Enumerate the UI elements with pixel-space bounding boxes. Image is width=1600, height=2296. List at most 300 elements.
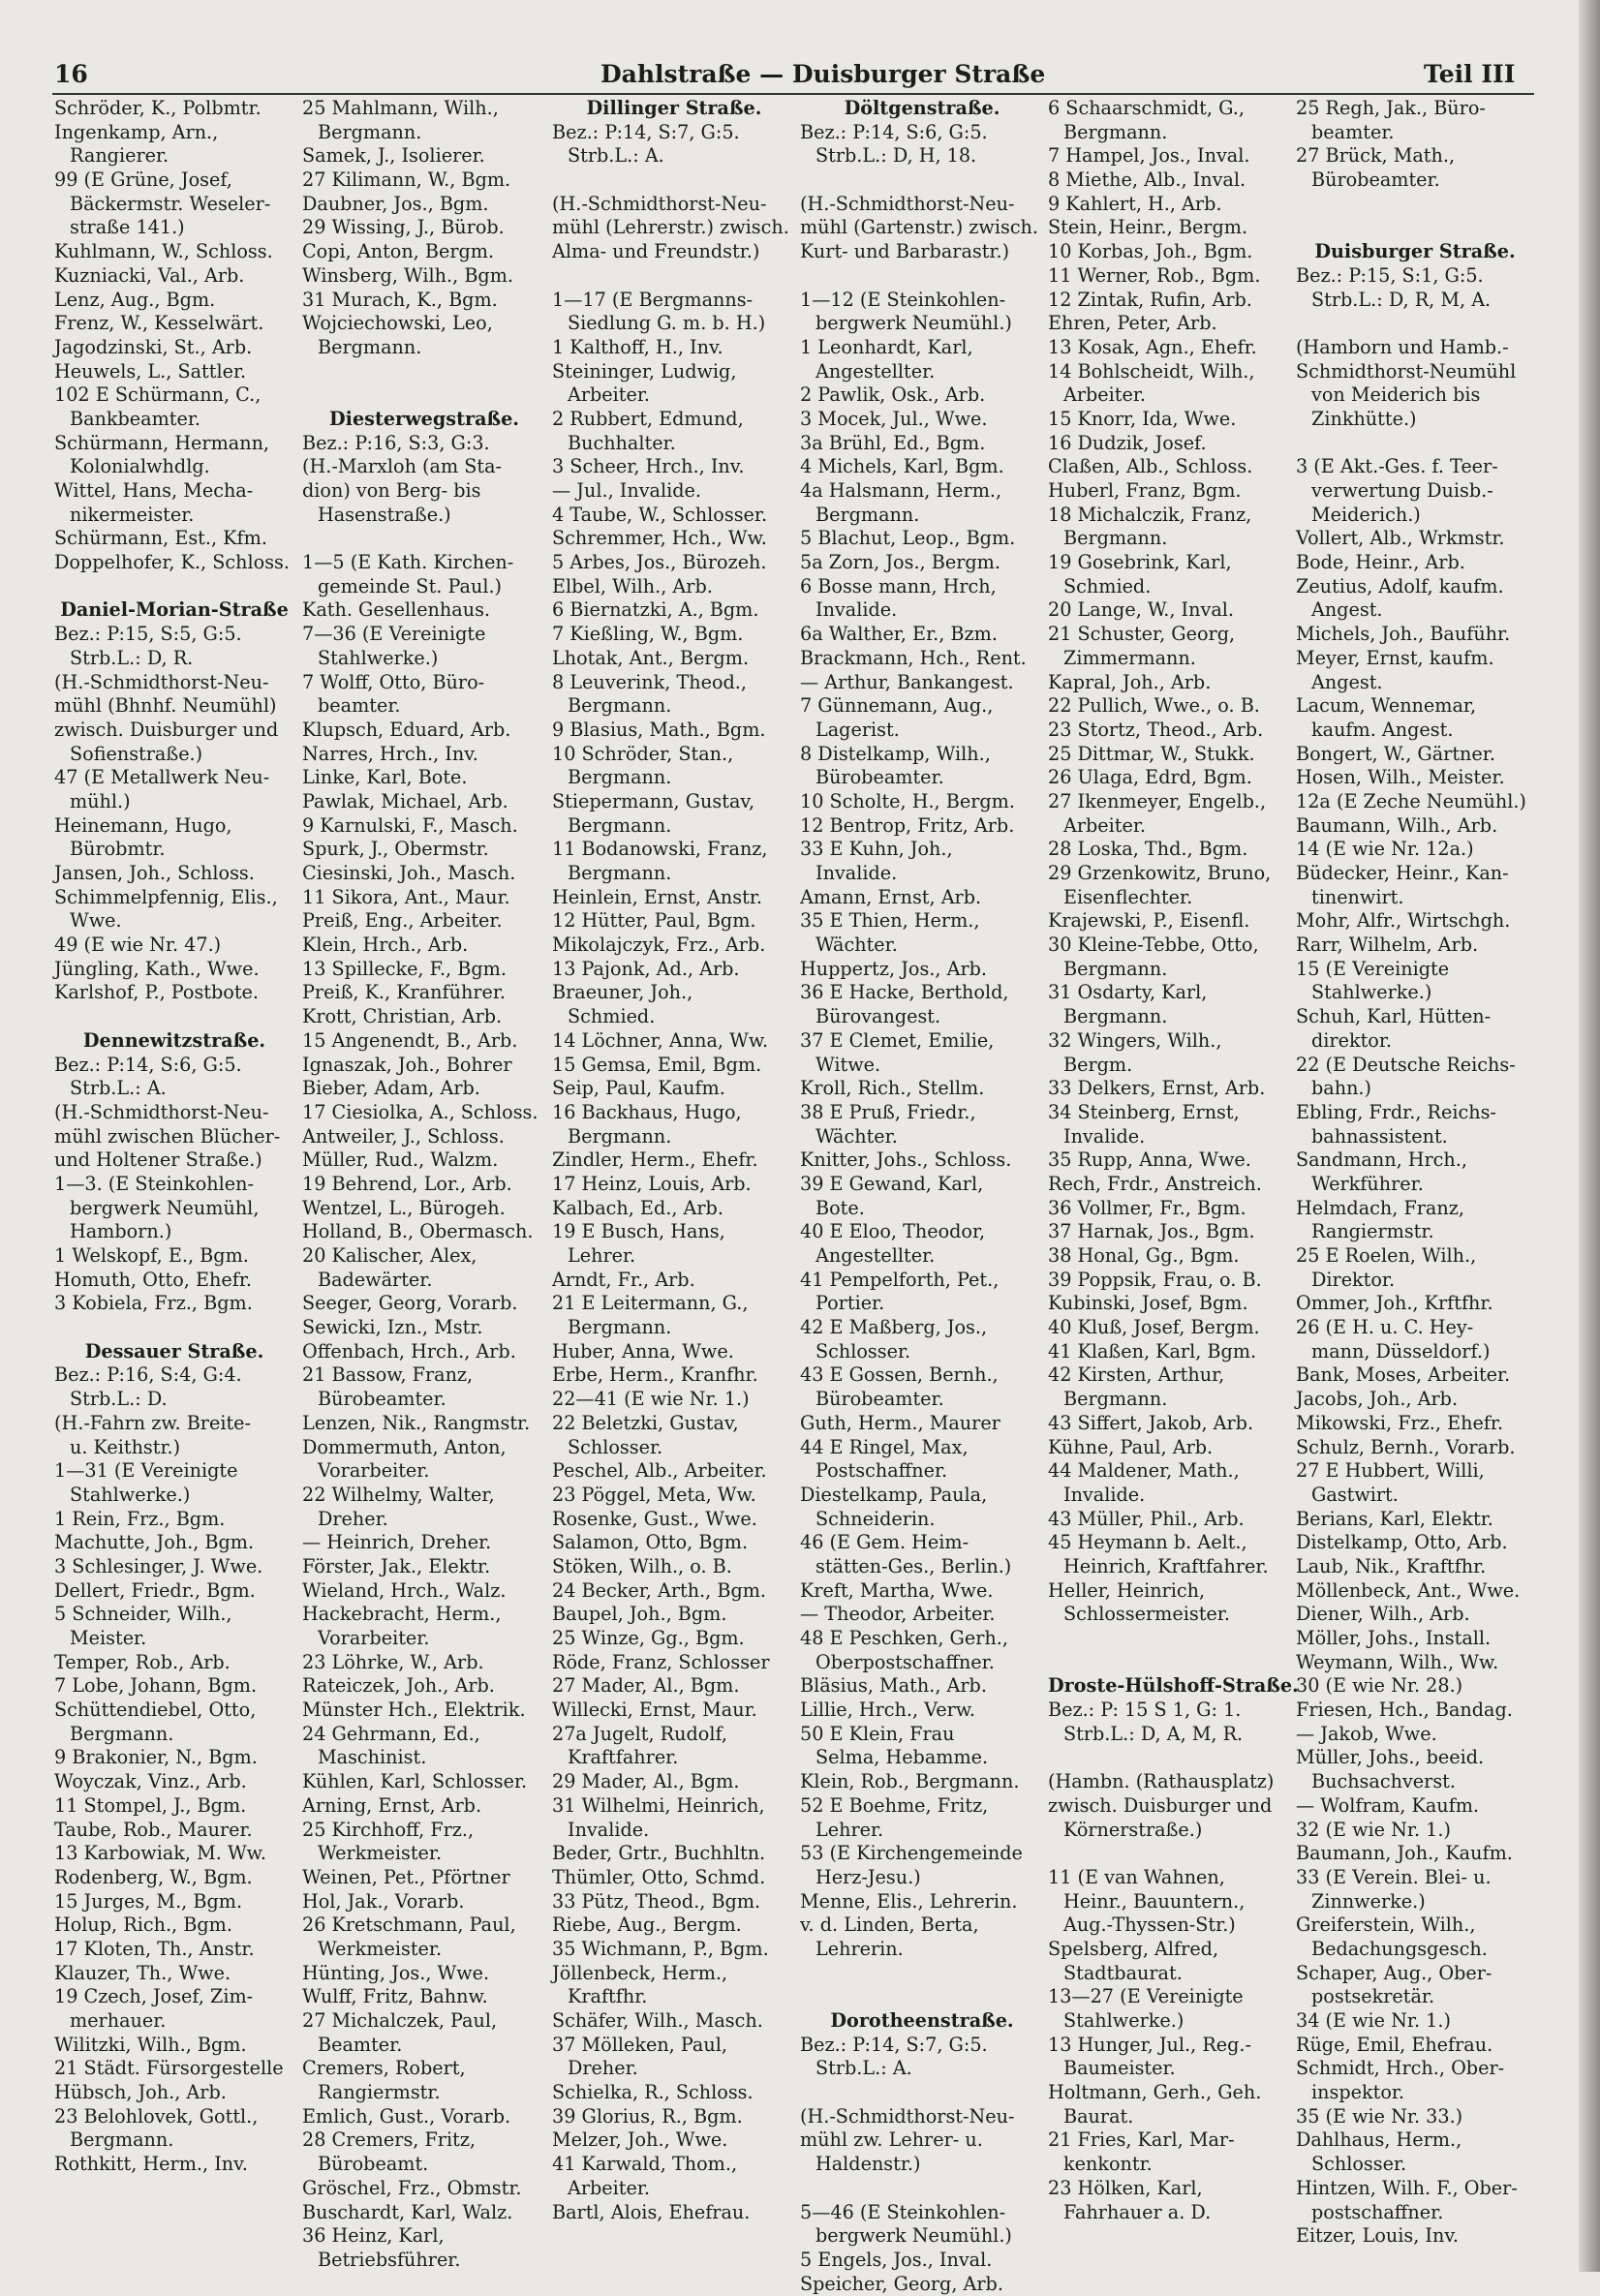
directory-entry: 31 Osdarty, Karl, [1048, 981, 1208, 1004]
directory-entry: 6a Walther, Er., Bzm. [800, 623, 998, 646]
directory-entry: 3 Scheer, Hrch., Inv. [552, 455, 745, 478]
entry-continuation: Aug.-Thyssen-Str.) [1063, 1913, 1236, 1937]
directory-entry: 2 Pawlik, Osk., Arb. [800, 383, 986, 407]
directory-entry: Linke, Karl, Bote. [302, 766, 468, 789]
directory-entry: Doppelhofer, K., Schloss. [54, 551, 290, 574]
entry-continuation: kenkontr. [1063, 2153, 1153, 2176]
entry-continuation: Arbeiter. [1063, 813, 1147, 837]
directory-entry: 1—5 (E Kath. Kirchen- [302, 551, 514, 574]
directory-entry: 36 E Hacke, Berthold, [800, 981, 1009, 1004]
entry-continuation: straße 141.) [70, 216, 185, 239]
directory-entry: Heinemann, Hugo, [54, 813, 232, 837]
entry-continuation: Angest. [1311, 598, 1383, 622]
directory-entry: 5 Blachut, Leop., Bgm. [800, 527, 1016, 550]
directory-entry: 11 Sikora, Ant., Maur. [302, 885, 510, 908]
entry-continuation: Vorarbeiter. [318, 1627, 430, 1649]
entry-continuation: Bergmann. [815, 503, 920, 526]
directory-entry: Bank, Moses, Arbeiter. [1296, 1363, 1511, 1387]
entry-continuation: Bürobmtr. [70, 838, 166, 861]
directory-entry: 40 Kluß, Josef, Bergm. [1048, 1316, 1260, 1339]
directory-entry: und Holtener Straße.) [54, 1148, 262, 1172]
entry-continuation: Bergmann. [568, 1124, 672, 1148]
entry-continuation: Schlossermeister. [1063, 1603, 1230, 1626]
directory-entry: 39 Glorius, R., Bgm. [552, 2104, 743, 2128]
entry-continuation: tinenwirt. [1311, 885, 1404, 908]
directory-entry: 9 Brakonier, N., Bgm. [54, 1746, 258, 1769]
directory-entry: 23 Pöggel, Meta, Ww. [552, 1483, 756, 1506]
entry-continuation: Zimmermann. [1063, 646, 1196, 669]
directory-entry: Rosenke, Gust., Wwe. [552, 1507, 757, 1530]
directory-entry: Zindler, Herm., Ehefr. [552, 1148, 758, 1172]
directory-entry: 8 Leuverink, Theod., [552, 670, 747, 693]
entry-continuation: bergwerk Neumühl, [70, 1196, 260, 1219]
directory-entry: 17 Kloten, Th., Anstr. [54, 1937, 255, 1960]
directory-entry: mühl (Bhnhf. Neumühl) [54, 694, 277, 718]
directory-entry: Arndt, Fr., Arb. [552, 1268, 695, 1291]
directory-entry: (H.-Schmidthorst-Neu- [800, 192, 1015, 215]
directory-entry: 19 E Busch, Hans, [552, 1220, 725, 1243]
directory-entry: 44 E Ringel, Max, [800, 1435, 969, 1458]
directory-entry: 7 Hampel, Jos., Inval. [1048, 144, 1250, 168]
directory-entry: 34 Steinberg, Ernst, [1048, 1100, 1240, 1123]
entry-continuation: Bergmann. [568, 766, 672, 789]
directory-entry: 1 Rein, Frz., Bgm. [54, 1507, 226, 1530]
entry-continuation: Bürovangest. [815, 1005, 941, 1028]
directory-entry: Preiß, K., Kranführer. [302, 981, 507, 1004]
directory-entry: Eitzer, Louis, Inv. [1296, 2224, 1460, 2248]
directory-entry: Wojciechowski, Leo, [302, 312, 493, 335]
directory-entry: Taube, Rob., Maurer. [54, 1818, 253, 1841]
directory-entry: 37 Mölleken, Paul, [552, 2033, 727, 2056]
entry-continuation: Stahlwerke.) [70, 1483, 191, 1506]
entry-continuation: Werkmeister. [318, 1842, 443, 1865]
directory-entry: 11 Stompel, J., Bgm. [54, 1793, 247, 1817]
directory-entry: Schmidt, Hrch., Ober- [1296, 2057, 1505, 2080]
entry-continuation: Bergmann. [568, 694, 672, 718]
directory-entry: Schulz, Bernh., Vorarb. [1296, 1435, 1516, 1458]
directory-entry: Müller, Johs., beeid. [1296, 1746, 1485, 1769]
directory-entry: Bez.: P:15, S:1, G:5. [1296, 263, 1484, 287]
entry-continuation: Kraftfhr. [568, 1985, 648, 2008]
directory-entry: Kapral, Joh., Arb. [1048, 670, 1212, 693]
entry-continuation: Bergm. [1063, 1053, 1133, 1076]
directory-entry: 13 Pajonk, Ad., Arb. [552, 957, 740, 980]
spacer [302, 360, 546, 384]
directory-entry: Preiß, Eng., Arbeiter. [302, 909, 503, 933]
entry-continuation: beamter. [1311, 120, 1395, 143]
directory-entry: 11 (E van Wahnen, [1048, 1865, 1225, 1888]
spacer [800, 1985, 1044, 2009]
entry-continuation: Gastwirt. [1311, 1483, 1399, 1506]
directory-entry: Bläsius, Math., Arb. [800, 1674, 987, 1698]
directory-entry: 26 Ulaga, Edrd, Bgm. [1048, 766, 1252, 789]
column-2 [302, 97, 546, 2273]
volume-part: Teil III [1424, 60, 1516, 88]
entry-continuation: Bergmann. [1063, 120, 1168, 143]
directory-entry: 29 Grzenkowitz, Bruno, [1048, 862, 1272, 884]
entry-continuation: Körnerstraße.) [1063, 1818, 1203, 1841]
directory-entry: 33 (E Verein. Blei- u. [1296, 1865, 1492, 1888]
directory-entry: Schröder, K., Polbmtr. [54, 97, 262, 119]
directory-entry: 21 Städt. Fürsorgestelle [54, 2057, 284, 2080]
directory-entry: Klein, Rob., Bergmann. [800, 1770, 1020, 1793]
directory-entry: Röde, Franz, Schlosser [552, 1650, 770, 1673]
directory-entry: mühl zw. Lehrer- u. [800, 2128, 983, 2152]
directory-entry: Bode, Heinr., Arb. [1296, 551, 1465, 574]
directory-entry: Lenz, Aug., Bgm. [54, 288, 216, 311]
spacer [54, 1005, 294, 1029]
directory-entry: 102 E Schürmann, C., [54, 383, 262, 407]
directory-entry: Hintzen, Wilh. F., Ober- [1296, 2176, 1518, 2199]
entry-continuation: Wächter. [815, 934, 898, 957]
street-heading: Droste-Hülshoff-Straße. [1048, 1674, 1299, 1698]
street-heading: Dessauer Straße. [84, 1339, 264, 1362]
entry-continuation: Haldenstr.) [815, 2153, 921, 2176]
entry-continuation: Lehrer. [815, 1818, 884, 1841]
directory-entry: Knitter, Johs., Schloss. [800, 1148, 1012, 1172]
directory-entry: 21 Fries, Karl, Mar- [1048, 2128, 1235, 2152]
directory-entry: Offenbach, Hrch., Arb. [302, 1339, 516, 1362]
directory-entry: 22 Wilhelmy, Walter, [302, 1483, 495, 1506]
directory-entry: 27 Michalczek, Paul, [302, 2009, 498, 2032]
directory-entry: Bez.: P:16, S:3, G:3. [302, 431, 490, 454]
directory-entry: Ingenkamp, Arn., [54, 120, 219, 143]
entry-continuation: Arbeiter. [568, 2176, 651, 2199]
directory-entry: Laub, Nik., Kraftfhr. [1296, 1554, 1487, 1577]
directory-entry: 12 Zintak, Rufin, Arb. [1048, 288, 1252, 311]
directory-entry: 9 Kahlert, H., Arb. [1048, 192, 1222, 215]
entry-continuation: Bergmann. [70, 1722, 174, 1745]
directory-entry: 36 Vollmer, Fr., Bgm. [1048, 1196, 1246, 1219]
directory-entry: 25 Winze, Gg., Bgm. [552, 1627, 745, 1649]
entry-continuation: Invalide. [568, 1818, 650, 1841]
entry-continuation: Siedlung G. m. b. H.) [568, 312, 766, 335]
directory-entry: Sewicki, Izn., Mstr. [302, 1316, 483, 1339]
entry-continuation: Bergmann. [70, 2128, 174, 2152]
directory-entry: 16 Dudzik, Josef. [1048, 431, 1207, 454]
directory-entry: Emlich, Gust., Vorarb. [302, 2104, 511, 2128]
directory-entry: 41 Karwald, Thom., [552, 2153, 738, 2176]
entry-continuation: Wwe. [70, 909, 122, 933]
spacer [800, 2177, 1044, 2201]
directory-entry: Hünting, Jos., Wwe. [302, 1961, 490, 1984]
column-3 [552, 97, 796, 2224]
directory-entry: 33 Pütz, Theod., Bgm. [552, 1889, 761, 1913]
entry-continuation: Wächter. [815, 1124, 898, 1148]
directory-entry: 27 E Hubbert, Willi, [1296, 1459, 1485, 1483]
entry-continuation: Schmied. [1063, 574, 1152, 597]
directory-entry: 22 Pullich, Wwe., o. B. [1048, 694, 1260, 718]
directory-entry: 1 Welskopf, E., Bgm. [54, 1244, 249, 1267]
directory-entry: Baumann, Joh., Kaufm. [1296, 1842, 1513, 1865]
directory-entry: Lenzen, Nik., Rangmstr. [302, 1411, 531, 1434]
directory-entry: Rüge, Emil, Ehefrau. [1296, 2033, 1493, 2056]
directory-entry: Bez.: P:15, S:5, G:5. [54, 623, 242, 646]
directory-entry: 13 Karbowiak, M. Ww. [54, 1842, 266, 1865]
directory-entry: 36 Heinz, Karl, [302, 2224, 445, 2248]
directory-entry: 13 Kosak, Agn., Ehefr. [1048, 335, 1257, 358]
directory-entry: Heuwels, L., Sattler. [54, 359, 247, 383]
directory-entry: 33 Delkers, Ernst, Arb. [1048, 1077, 1266, 1100]
directory-entry: mühl zwischen Blücher- [54, 1124, 281, 1148]
entry-continuation: Bergmann. [1063, 1005, 1168, 1028]
directory-entry: Ebling, Frdr., Reichs- [1296, 1100, 1496, 1123]
directory-entry: Winsberg, Wilh., Bgm. [302, 263, 514, 287]
directory-entry: 15 Angenendt, B., Arb. [302, 1028, 518, 1052]
directory-entry: Schüttendiebel, Otto, [54, 1699, 257, 1722]
directory-entry: 42 E Maßberg, Jos., [800, 1316, 988, 1339]
directory-entry: Woyczak, Vinz., Arb. [54, 1770, 247, 1793]
entry-continuation: Schlosser. [1311, 2153, 1407, 2176]
entry-continuation: Strb.L.: D, H, 18. [815, 144, 977, 168]
directory-entry: Holland, B., Obermasch. [302, 1220, 534, 1243]
directory-entry: Kroll, Rich., Stellm. [800, 1077, 985, 1100]
entry-continuation: bahn.) [1311, 1077, 1372, 1100]
directory-entry: Möller, Johs., Install. [1296, 1627, 1492, 1649]
directory-entry: 35 E Thien, Herm., [800, 909, 980, 933]
directory-entry: 25 Dittmar, W., Stukk. [1048, 742, 1255, 765]
directory-entry: Vollert, Alb., Wrkmstr. [1296, 527, 1505, 550]
directory-entry: 38 E Pruß, Friedr., [800, 1100, 976, 1123]
directory-entry: Spelsberg, Alfred, [1048, 1937, 1219, 1960]
spacer [302, 527, 546, 551]
directory-entry: Alma- und Freundstr.) [552, 240, 760, 263]
directory-entry: Weinen, Pet., Pförtner [302, 1865, 510, 1888]
directory-entry: Schürmann, Hermann, [54, 431, 270, 454]
spacer [54, 1316, 294, 1340]
entry-continuation: Strb.L.: D, R, M, A. [1311, 288, 1492, 311]
street-heading: Döltgenstraße. [844, 97, 1000, 119]
directory-entry: 14 Löchner, Anna, Ww. [552, 1028, 769, 1052]
directory-entry: 39 E Gewand, Karl, [800, 1172, 984, 1195]
entry-continuation: Invalide. [815, 862, 898, 884]
directory-entry: Willecki, Ernst, Maur. [552, 1699, 757, 1722]
directory-entry: Lacum, Wennemar, [1296, 694, 1477, 718]
directory-entry: 10 Schröder, Stan., [552, 742, 734, 765]
directory-entry: Schäfer, Wilh., Masch. [552, 2009, 763, 2032]
directory-entry: 7 Kießling, W., Bgm. [552, 623, 744, 646]
directory-entry: Claßen, Alb., Schloss. [1048, 455, 1253, 478]
entry-continuation: Strb.L.: D, R. [70, 646, 194, 669]
directory-entry: Distelkamp, Otto, Arb. [1296, 1531, 1508, 1554]
directory-entry: 15 (E Vereinigte [1296, 957, 1450, 980]
entry-continuation: Selma, Hebamme. [815, 1746, 989, 1769]
entry-continuation: Angest. [1311, 670, 1383, 693]
directory-entry: Bez.: P:14, S:6, G:5. [800, 120, 988, 143]
entry-continuation: Hasenstraße.) [318, 503, 451, 526]
directory-entry: Dellert, Friedr., Bgm. [54, 1578, 256, 1602]
directory-entry: 12 Bentrop, Fritz, Arb. [800, 813, 1015, 837]
spacer [552, 264, 796, 289]
directory-entry: 8 Distelkamp, Wilh., [800, 742, 991, 765]
directory-entry: 32 (E wie Nr. 1.) [1296, 1818, 1451, 1841]
directory-entry: 15 Knorr, Ida, Wwe. [1048, 407, 1237, 430]
entry-continuation: Bürobeamt. [318, 2153, 429, 2176]
entry-continuation: Lehrer. [568, 1244, 636, 1267]
directory-entry: 50 E Klein, Frau [800, 1722, 955, 1745]
directory-entry: 52 E Boehme, Fritz, [800, 1793, 989, 1817]
directory-entry: Krott, Christian, Arb. [302, 1005, 503, 1028]
directory-entry: 21 Bassow, Franz, [302, 1363, 474, 1387]
directory-entry: Kühlen, Karl, Schlosser. [302, 1770, 528, 1793]
directory-entry: Greiferstein, Wilh., [1296, 1913, 1476, 1937]
directory-entry: 30 Kleine-Tebbe, Otto, [1048, 934, 1259, 957]
directory-entry: 3 (E Akt.-Ges. f. Teer- [1296, 455, 1498, 478]
entry-continuation: direktor. [1311, 1028, 1392, 1052]
directory-entry: 27 Brück, Math., [1296, 144, 1456, 168]
directory-entry: Kühne, Paul, Arb. [1048, 1435, 1214, 1458]
directory-entry: Heller, Heinrich, [1048, 1578, 1206, 1602]
directory-entry: 4 Michels, Karl, Bgm. [800, 455, 1004, 478]
entry-continuation: Schlosser. [568, 1435, 663, 1458]
directory-entry: 28 Loska, Thd., Bgm. [1048, 838, 1248, 861]
entry-continuation: Herz-Jesu.) [815, 1865, 921, 1888]
directory-entry: Rothkitt, Herm., Inv. [54, 2153, 248, 2176]
directory-entry: Huberl, Franz, Bgm. [1048, 479, 1242, 502]
entry-continuation: Meiderich.) [1311, 503, 1421, 526]
directory-entry: 2 Rubbert, Edmund, [552, 407, 744, 430]
entry-continuation: von Meiderich bis [1311, 383, 1481, 407]
directory-entry: — Heinrich, Dreher. [302, 1531, 492, 1554]
directory-entry: 37 Harnak, Jos., Bgm. [1048, 1220, 1255, 1243]
directory-entry: Schürmann, Est., Kfm. [54, 527, 267, 550]
directory-entry: 33 E Kuhn, Joh., [800, 838, 953, 861]
directory-entry: 23 Stortz, Theod., Arb. [1048, 718, 1264, 741]
directory-entry: — Jul., Invalide. [552, 479, 701, 502]
entry-continuation: Betriebsführer. [318, 2248, 461, 2271]
directory-entry: 12a (E Zeche Neumühl.) [1296, 789, 1526, 812]
entry-continuation: mann, Düsseldorf.) [1311, 1339, 1491, 1362]
directory-entry: 46 (E Gem. Heim- [800, 1531, 969, 1554]
spacer [1296, 193, 1534, 217]
directory-entry: Dommermuth, Anton, [302, 1435, 507, 1458]
directory-entry: Bez.: P: 15 S 1, G: 1. [1048, 1699, 1242, 1722]
entry-continuation: Strb.L.: A. [568, 144, 664, 168]
entry-continuation: Beamter. [318, 2033, 403, 2056]
directory-entry: 25 Mahlmann, Wilh., [302, 97, 499, 119]
directory-entry: Hackebracht, Herm., [302, 1603, 502, 1626]
directory-entry: dion) von Berg- bis [302, 479, 481, 502]
directory-entry: 13—27 (E Vereinigte [1048, 1985, 1244, 2008]
directory-entry: Stein, Heinr., Bergm. [1048, 216, 1248, 239]
spacer [1296, 216, 1534, 240]
directory-entry: 7—36 (E Vereinigte [302, 623, 486, 646]
entry-continuation: Buchsachverst. [1311, 1770, 1456, 1793]
spacer [800, 264, 1044, 289]
directory-entry: 47 (E Metallwerk Neu- [54, 766, 270, 789]
directory-entry: 14 Bohlscheidt, Wilh., [1048, 359, 1255, 383]
column-6 [1296, 97, 1534, 2249]
directory-entry: 1—17 (E Bergmanns- [552, 288, 754, 311]
entry-continuation: postschaffner. [1311, 2200, 1444, 2223]
directory-entry: 7 Günnemann, Aug., [800, 694, 994, 718]
directory-entry: Münster Hch., Elektrik. [302, 1699, 526, 1722]
directory-entry: 31 Murach, K., Bgm. [302, 288, 498, 311]
directory-entry: 3 Mocek, Jul., Wwe. [800, 407, 988, 430]
directory-entry: Schaper, Aug., Ober- [1296, 1961, 1492, 1984]
entry-continuation: Angestellter. [815, 1244, 936, 1267]
entry-continuation: Bankbeamter. [70, 407, 201, 430]
entry-continuation: Heinr., Bauuntern., [1063, 1889, 1246, 1913]
directory-entry: 21 E Leitermann, G., [552, 1292, 749, 1315]
entry-continuation: postsekretär. [1311, 1985, 1435, 2008]
entry-continuation: Invalide. [1063, 1124, 1146, 1148]
directory-entry: Huppertz, Jos., Arb. [800, 957, 987, 980]
directory-entry: Kubinski, Josef, Bgm. [1048, 1292, 1248, 1315]
directory-entry: Lillie, Hrch., Verw. [800, 1699, 976, 1722]
directory-entry: 3 Kobiela, Frz., Bgm. [54, 1292, 253, 1315]
entry-continuation: kaufm. Angest. [1311, 718, 1454, 741]
entry-continuation: Bürobeamter. [815, 766, 944, 789]
entry-continuation: Heinrich, Kraftfahrer. [1063, 1554, 1269, 1577]
directory-entry: 45 Heymann b. Aelt., [1048, 1531, 1247, 1554]
directory-entry: Jansen, Joh., Schloss. [54, 862, 255, 884]
entry-continuation: Stadtbaurat. [1063, 1961, 1183, 1984]
directory-entry: Karlshof, P., Postbote. [54, 981, 260, 1004]
directory-entry: Ommer, Joh., Krftfhr. [1296, 1292, 1493, 1315]
column-4 [800, 97, 1044, 2296]
entry-continuation: bahnassistent. [1311, 1124, 1448, 1148]
directory-entry: mühl (Gartenstr.) zwisch. [800, 216, 1039, 239]
directory-entry: Jöllenbeck, Herm., [552, 1961, 728, 1984]
directory-entry: Guth, Herm., Maurer [800, 1411, 1000, 1434]
directory-entry: 10 Korbas, Joh., Bgm. [1048, 240, 1253, 263]
directory-entry: 17 Ciesiolka, A., Schloss. [302, 1100, 538, 1123]
directory-entry: Wulff, Fritz, Bahnw. [302, 1985, 488, 2008]
directory-entry: 27 Ikenmeyer, Engelb., [1048, 789, 1267, 812]
directory-entry: 11 Werner, Rob., Bgm. [1048, 263, 1261, 287]
directory-entry: Bieber, Adam, Arb. [302, 1077, 480, 1100]
street-heading: Dennewitzstraße. [82, 1028, 266, 1052]
entry-continuation: Bäckermstr. Weseler- [70, 192, 271, 215]
directory-entry: Förster, Jak., Elektr. [302, 1554, 491, 1577]
directory-entry: 1 Kalthoff, H., Inv. [552, 335, 723, 358]
directory-entry: Seip, Paul, Kaufm. [552, 1077, 725, 1100]
entry-continuation: Bergmann. [318, 335, 422, 358]
directory-entry: Kuzniacki, Val., Arb. [54, 263, 245, 287]
directory-entry: Zeutius, Adolf, kaufm. [1296, 574, 1504, 597]
directory-entry: Riebe, Aug., Bergm. [552, 1913, 742, 1937]
directory-entry: Bez.: P:14, S:7, G:5. [552, 120, 740, 143]
directory-entry: (Hamborn und Hamb.- [1296, 335, 1509, 358]
entry-continuation: Portier. [815, 1292, 885, 1315]
directory-entry: (H.-Marxloh (am Sta- [302, 455, 503, 478]
entry-continuation: stätten-Ges., Berlin.) [815, 1554, 1012, 1577]
directory-entry: 43 Müller, Phil., Arb. [1048, 1507, 1245, 1530]
directory-entry: Pawlak, Michael, Arb. [302, 789, 508, 812]
street-heading: Dorotheenstraße. [830, 2009, 1014, 2032]
directory-entry: mühl (Lehrerstr.) zwisch. [552, 216, 789, 239]
directory-entry: Schmidthorst-Neumühl [1296, 359, 1517, 383]
directory-entry: Cremers, Robert, [302, 2057, 466, 2080]
directory-entry: Kuhlmann, W., Schloss. [54, 240, 273, 263]
entry-continuation: Bote. [815, 1196, 865, 1219]
spacer [302, 383, 546, 408]
directory-entry: Mikolajczyk, Frz., Arb. [552, 934, 766, 957]
directory-entry: Elbel, Wilh., Arb. [552, 574, 713, 597]
directory-entry: Wittel, Hans, Mecha- [54, 479, 254, 502]
entry-continuation: Direktor. [1311, 1268, 1396, 1291]
directory-entry: 19 Behrend, Lor., Arb. [302, 1172, 512, 1195]
entry-continuation: Strb.L.: A. [815, 2057, 912, 2080]
directory-entry: Wentzel, L., Bürogeh. [302, 1196, 506, 1219]
directory-entry: 7 Wolff, Otto, Büro- [302, 670, 485, 693]
entry-continuation: Schlosser. [815, 1339, 911, 1362]
directory-entry: Weymann, Wilh., Ww. [1296, 1650, 1499, 1673]
directory-entry: Krajewski, P., Eisenfl. [1048, 909, 1250, 933]
directory-entry: Hübsch, Joh., Arb. [54, 2081, 227, 2104]
directory-entry: Erbe, Herm., Kranfhr. [552, 1363, 758, 1387]
